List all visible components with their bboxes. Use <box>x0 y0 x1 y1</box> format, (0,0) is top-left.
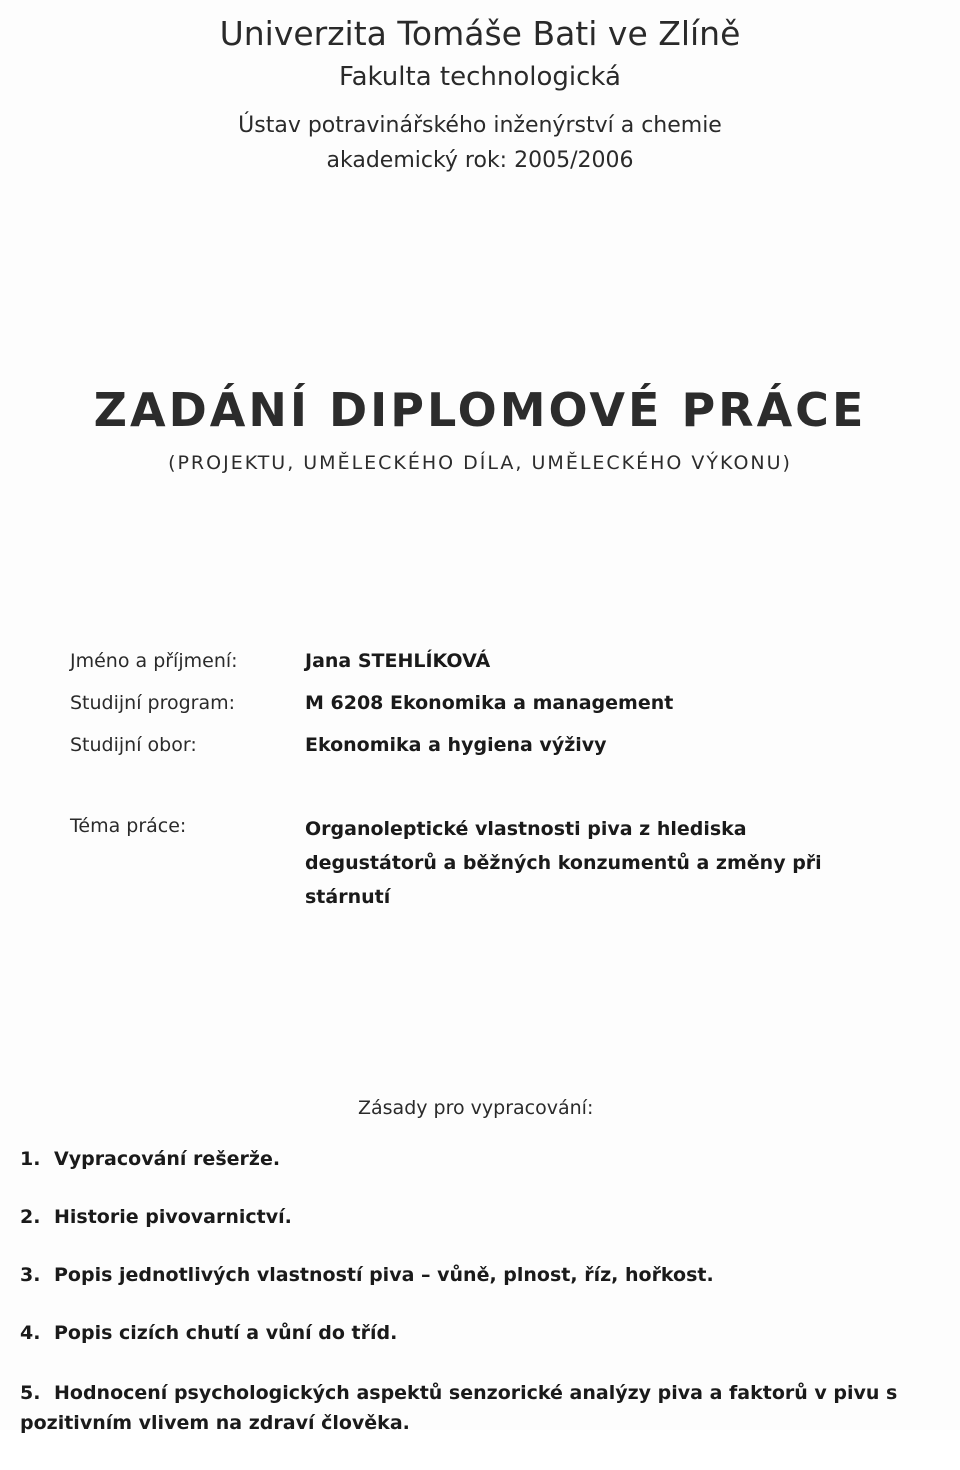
name-value: Jana STEHLÍKOVÁ <box>305 650 491 672</box>
university-name: Univerzita Tomáše Bati ve Zlíně <box>219 14 741 53</box>
guideline-text: Hodnocení psychologických aspektů senzorické analýzy piva a faktorů v pivu s pozitivním vlivem na zdraví člověka. <box>20 1382 898 1434</box>
program-label: Studijní program: <box>70 692 236 714</box>
guideline-text: Popis cizích chutí a vůní do tříd. <box>54 1322 398 1344</box>
academic-year: akademický rok: 2005/2006 <box>326 148 634 173</box>
field-of-study-value: Ekonomika a hygiena výživy <box>305 734 607 756</box>
guideline-text: Historie pivovarnictví. <box>54 1206 292 1228</box>
guideline-item <box>20 1146 955 1172</box>
topic-value: Organoleptické vlastnosti piva z hlediska degustátorů a běžných konzumentů a změny při stárnutí <box>305 818 822 908</box>
guideline-item <box>20 1378 955 1438</box>
guideline-text: Vypracování rešerže. <box>54 1148 281 1170</box>
guideline-item <box>20 1320 955 1346</box>
guideline-number: 4. <box>20 1322 41 1344</box>
guideline-number: 5. <box>20 1382 41 1404</box>
guideline-text: Popis jednotlivých vlastností piva – vůně, plnost, říz, hořkost. <box>54 1264 714 1286</box>
faculty-name: Fakulta technologická <box>339 62 621 92</box>
guideline-number: 1. <box>20 1148 41 1170</box>
guideline-item <box>20 1262 955 1288</box>
guidelines-list <box>20 1146 955 1470</box>
institute-name: Ústav potravinářského inženýrství a chemie <box>238 113 722 138</box>
topic-label: Téma práce: <box>70 815 187 837</box>
guideline-number: 2. <box>20 1206 41 1228</box>
guideline-number: 3. <box>20 1264 41 1286</box>
guideline-item <box>20 1204 955 1230</box>
document-title: ZADÁNÍ DIPLOMOVÉ PRÁCE <box>93 383 867 437</box>
name-label: Jméno a příjmení: <box>70 650 238 672</box>
program-value: M 6208 Ekonomika a management <box>305 692 674 714</box>
document-subtitle: (PROJEKTU, UMĚLECKÉHO DÍLA, UMĚLECKÉHO VÝKONU) <box>168 452 792 474</box>
field-of-study-label: Studijní obor: <box>70 734 197 756</box>
guidelines-heading: Zásady pro vypracování: <box>358 1097 594 1119</box>
